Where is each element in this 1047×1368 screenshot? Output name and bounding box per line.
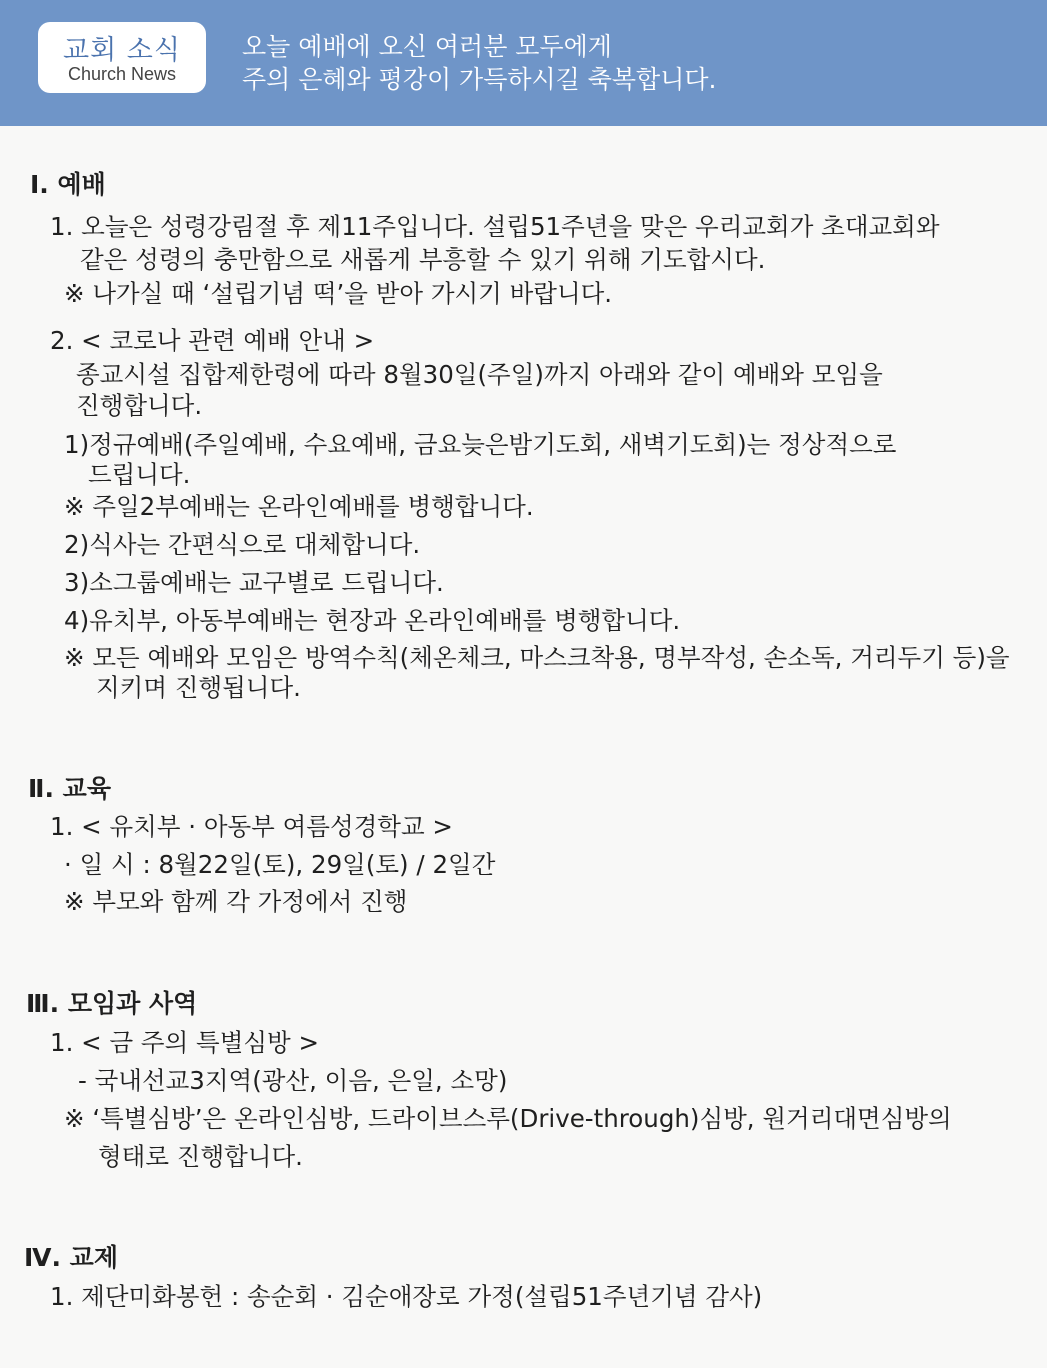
section-title-education: Ⅱ. 교육 — [28, 774, 111, 803]
church-news-badge — [38, 22, 206, 93]
worship-sub1-line2: 드립니다. — [88, 460, 191, 489]
header-banner — [0, 0, 1047, 126]
worship-item2-heading: 2. < 코로나 관련 예배 안내 > — [50, 326, 375, 355]
ministry-item1-detail: - 국내선교3지역(광산, 이음, 은일, 소망) — [78, 1066, 508, 1095]
greeting-line-2: 주의 은혜와 평강이 가득하시길 축복합니다. — [242, 65, 717, 94]
education-item1-note: ※ 부모와 함께 각 가정에서 진행 — [64, 887, 408, 916]
worship-sub1-note: ※ 주일2부예배는 온라인예배를 병행합니다. — [64, 492, 534, 521]
worship-sub1-line1: 1)정규예배(주일예배, 수요예배, 금요늦은밤기도회, 새벽기도회)는 정상적으로 — [64, 430, 897, 459]
greeting-line-1: 오늘 예배에 오신 여러분 모두에게 — [242, 32, 612, 61]
section-title-worship: Ⅰ. 예배 — [30, 170, 106, 199]
worship-note-line1: ※ 모든 예배와 모임은 방역수칙(체온체크, 마스크착용, 명부작성, 손소독, 거리두기 등)을 — [64, 643, 1010, 672]
fellowship-item1: 1. 제단미화봉헌 : 송순회 · 김순애장로 가정(설립51주년기념 감사) — [50, 1282, 763, 1311]
section-title-fellowship: Ⅳ. 교제 — [24, 1243, 118, 1272]
worship-item2-line1: 종교시설 집합제한령에 따라 8월30일(주일)까지 아래와 같이 예배와 모임을 — [76, 360, 883, 389]
education-item1-date: · 일 시 : 8월22일(토), 29일(토) / 2일간 — [64, 850, 496, 879]
worship-note-line2: 지키며 진행됩니다. — [96, 673, 301, 702]
worship-item2-line2: 진행합니다. — [76, 391, 203, 420]
worship-sub3: 3)소그룹예배는 교구별로 드립니다. — [64, 568, 444, 597]
badge-title-english: Church News — [67, 64, 177, 84]
worship-item1-line2: 같은 성령의 충만함으로 새롭게 부흥할 수 있기 위해 기도합시다. — [80, 245, 766, 274]
worship-item1-line1: 1. 오늘은 성령강림절 후 제11주입니다. 설립51주년을 맞은 우리교회가 초대교회와 — [50, 212, 940, 241]
ministry-note-line2: 형태로 진행합니다. — [98, 1142, 303, 1171]
worship-sub2: 2)식사는 간편식으로 대체합니다. — [64, 530, 421, 559]
education-item1-heading: 1. < 유치부 · 아동부 여름성경학교 > — [50, 812, 453, 841]
section-title-ministry: Ⅲ. 모임과 사역 — [26, 989, 198, 1018]
worship-item1-note: ※ 나가실 때 ‘설립기념 떡’을 받아 가시기 바랍니다. — [64, 279, 613, 308]
ministry-item1-heading: 1. < 금 주의 특별심방 > — [50, 1028, 320, 1057]
badge-title-korean: 교회 소식 — [63, 35, 181, 66]
ministry-note-line1: ※ ‘특별심방’은 온라인심방, 드라이브스루(Drive-through)심방, 원거리대면심방의 — [64, 1104, 952, 1133]
worship-sub4: 4)유치부, 아동부예배는 현장과 온라인예배를 병행합니다. — [64, 606, 681, 635]
